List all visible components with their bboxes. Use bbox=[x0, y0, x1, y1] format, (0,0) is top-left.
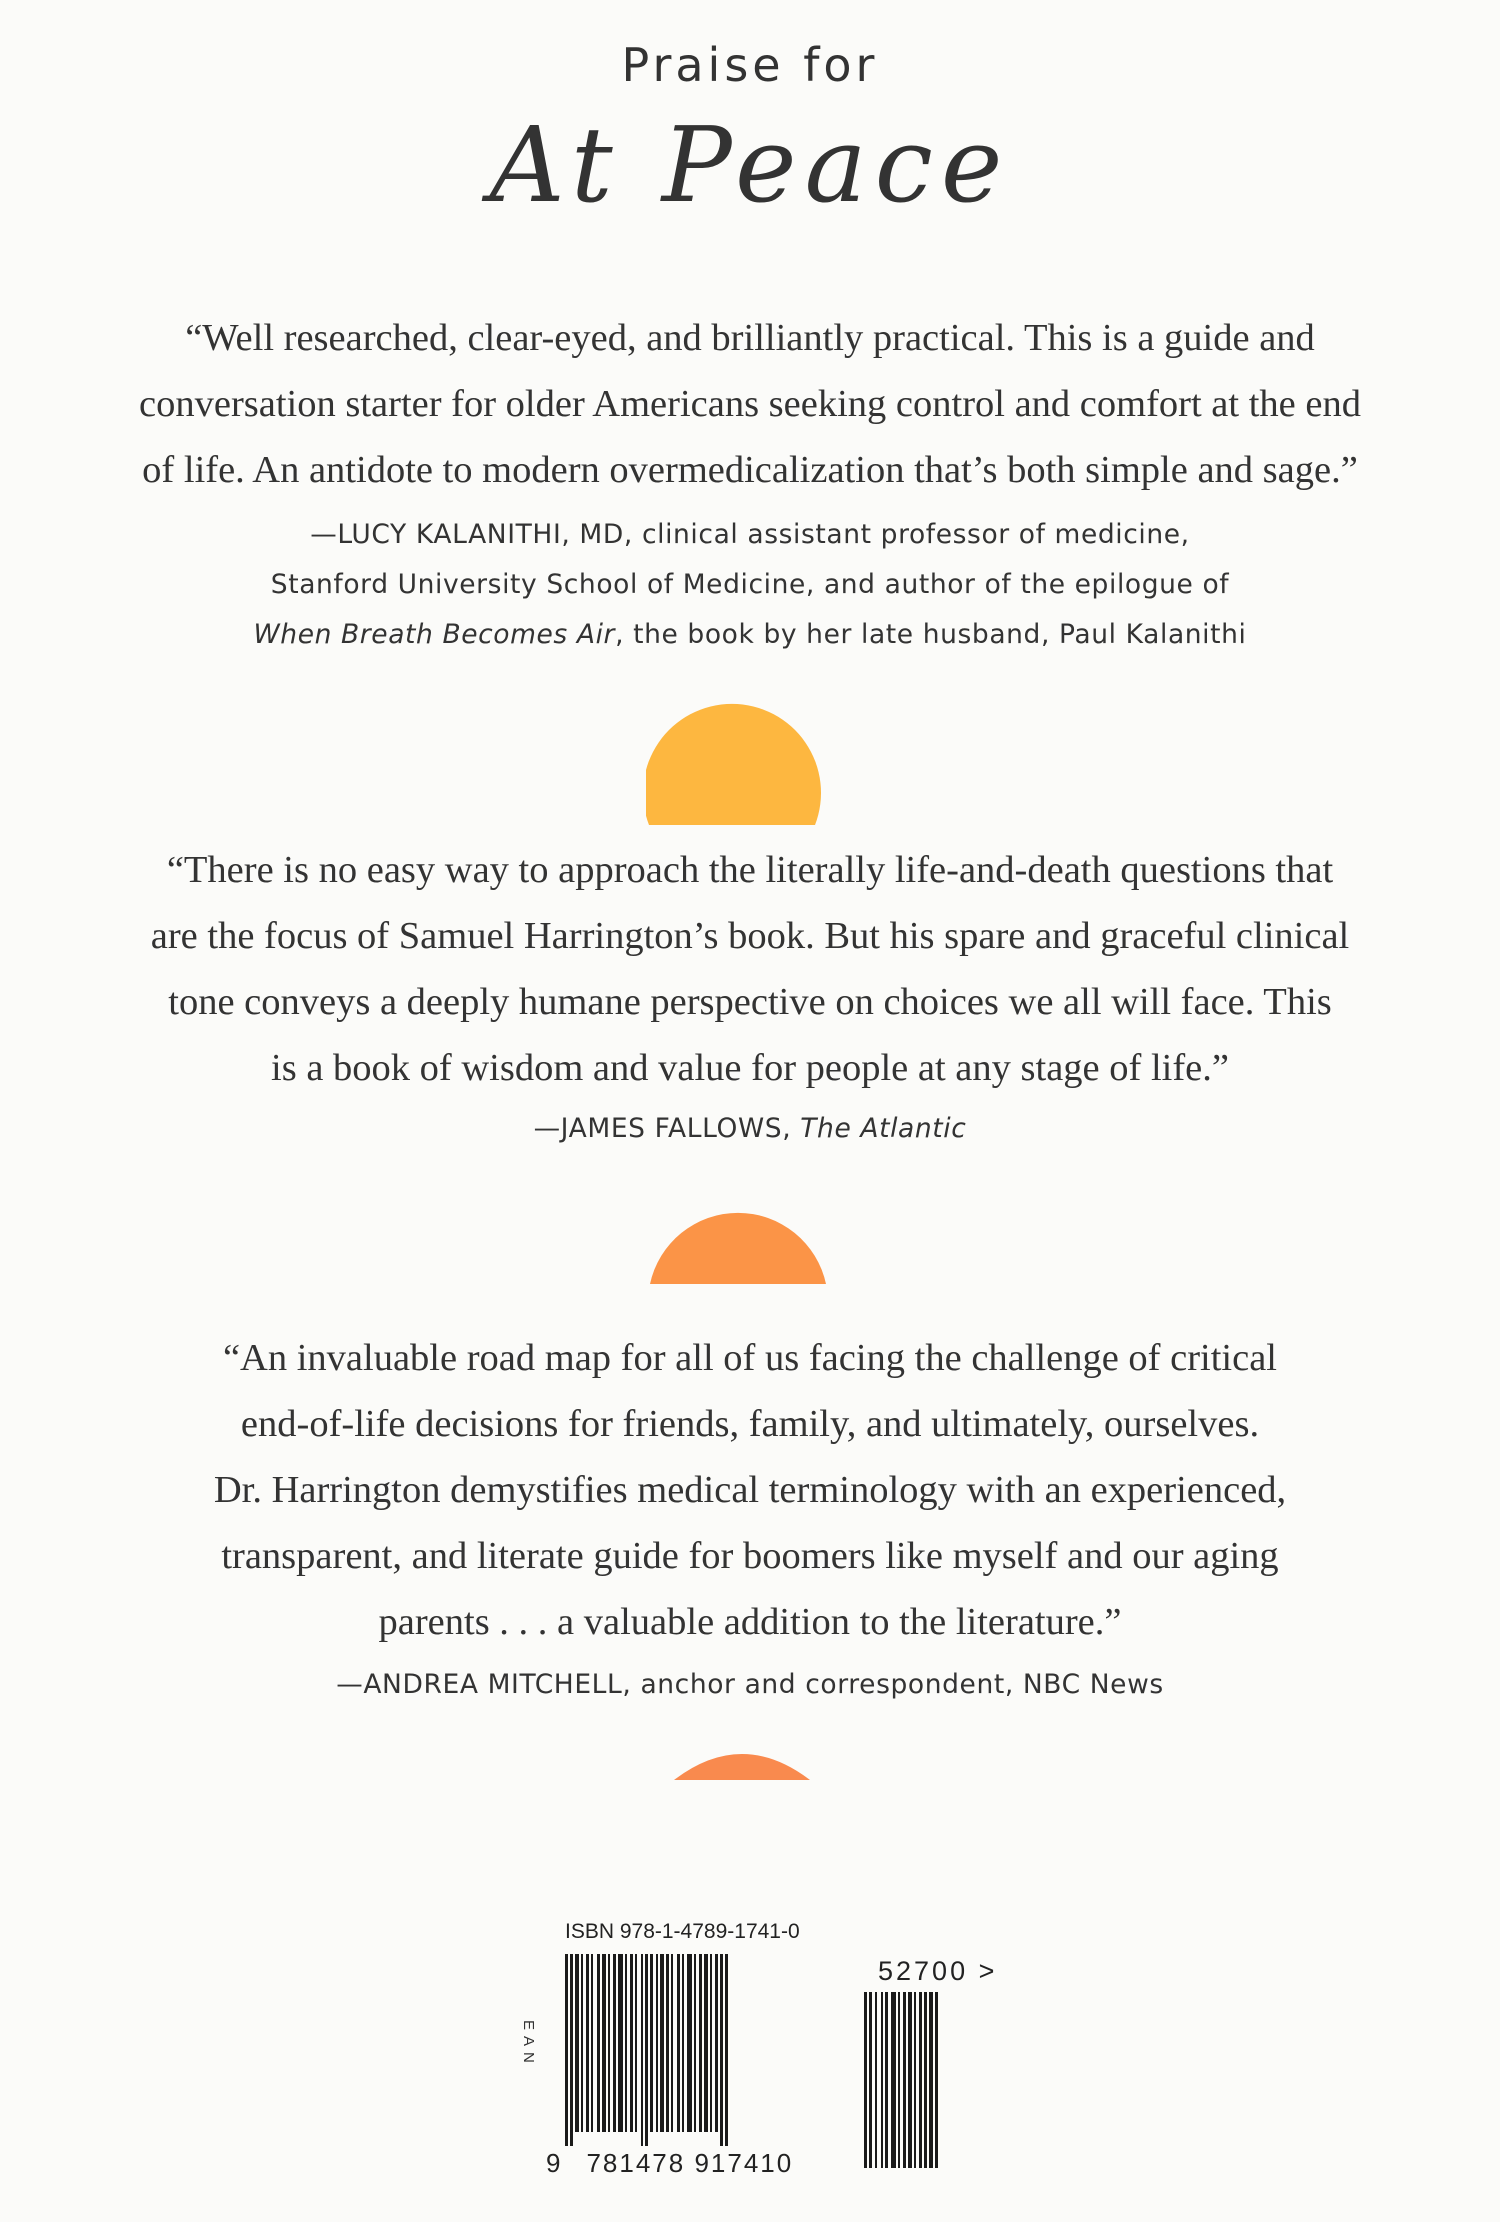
book-title: At Peace bbox=[489, 104, 1011, 226]
quote-3-line-1: “An invaluable road map for all of us facing the challenge of critical bbox=[222, 1337, 1278, 1379]
header bbox=[0, 30, 1500, 230]
quote-2-attribution bbox=[90, 1104, 1410, 1154]
barcode-bar bbox=[591, 1954, 593, 2132]
barcode-bar bbox=[597, 1954, 600, 2132]
quote-2-line-1: “There is no easy way to approach the literally life-and-death questions that bbox=[166, 849, 1334, 891]
barcode-bar bbox=[924, 1992, 927, 2168]
barcode-bar bbox=[656, 1954, 658, 2132]
barcode-bar bbox=[565, 1954, 568, 2146]
barcode-bar bbox=[602, 1954, 606, 2132]
barcode-bar bbox=[575, 1954, 579, 2132]
quote-2-line-2: are the focus of Samuel Harrington’s book. But his spare and graceful clinical bbox=[150, 915, 1350, 957]
price-code: 52700 > bbox=[878, 1956, 998, 1986]
barcode-bar bbox=[694, 1954, 696, 2132]
barcode-bar bbox=[570, 1954, 573, 2146]
quote-1-line-3: of life. An antidote to modern overmedicalization that’s both simple and sage.” bbox=[142, 449, 1358, 491]
barcode-bar bbox=[914, 1992, 916, 2168]
barcode-bar bbox=[935, 1992, 938, 2168]
barcode-bar bbox=[715, 1954, 718, 2132]
barcode-digits-rest: 781478 917410 bbox=[586, 2148, 794, 2178]
sun-2-icon bbox=[648, 1192, 830, 1286]
main-barcode bbox=[565, 1954, 855, 2154]
barcode-bar bbox=[898, 1992, 900, 2168]
barcode-bar bbox=[919, 1992, 922, 2168]
quote-3-line-2: end-of-life decisions for friends, family, and ultimately, ourselves. bbox=[240, 1403, 1260, 1445]
barcode-bar bbox=[645, 1954, 648, 2146]
quote-2-publication: The Atlantic bbox=[800, 1113, 967, 1144]
barcode-bar bbox=[710, 1954, 712, 2132]
barcode-bar bbox=[586, 1954, 589, 2132]
barcode-bar bbox=[720, 1954, 723, 2146]
isbn-label: ISBN 978-1-4789-1741-0 bbox=[565, 1920, 800, 1943]
barcode-bar bbox=[885, 1992, 888, 2168]
barcode-bar bbox=[929, 1992, 933, 2168]
barcode-bar bbox=[704, 1954, 708, 2132]
quote-2-line-3: tone conveys a deeply humane perspective on choices we all will face. This bbox=[168, 981, 1332, 1023]
barcode-bar bbox=[630, 1954, 633, 2132]
barcode-bar bbox=[608, 1954, 610, 2132]
price-barcode bbox=[864, 1992, 996, 2172]
barcode-bar bbox=[666, 1954, 669, 2132]
barcode-bar bbox=[864, 1992, 867, 2168]
barcode-bar bbox=[687, 1954, 692, 2132]
quote-1-attribution-line-2: Stanford University School of Medicine, and author of the epilogue of bbox=[270, 569, 1230, 600]
quote-3-line-4: transparent, and literate guide for boomers like myself and our aging bbox=[221, 1535, 1279, 1577]
barcode-digit-first: 9 bbox=[546, 2148, 563, 2178]
barcode-bar bbox=[875, 1992, 877, 2168]
barcode-bar bbox=[682, 1954, 684, 2132]
barcode-bar bbox=[903, 1992, 906, 2168]
barcode-digits bbox=[546, 2148, 793, 2179]
sun-1-icon bbox=[646, 700, 828, 826]
barcode-bar bbox=[650, 1954, 653, 2132]
barcode-bar bbox=[908, 1992, 912, 2168]
barcode-bar bbox=[618, 1954, 623, 2132]
quote-1-attribution-rest: , the book by her late husband, Paul Kalanithi bbox=[615, 619, 1247, 650]
quote-2-attribution-name: —JAMES FALLOWS, bbox=[533, 1113, 801, 1144]
barcode-bar bbox=[581, 1954, 583, 2132]
quote-2-line-4: is a book of wisdom and value for people at any stage of life.” bbox=[271, 1047, 1229, 1089]
quote-1-attribution-line-3 bbox=[90, 610, 1410, 660]
barcode-bar bbox=[660, 1954, 664, 2132]
praise-for-label: Praise for bbox=[621, 38, 879, 92]
barcode-bar bbox=[725, 1954, 728, 2146]
quote-1-attribution-line-1: —LUCY KALANITHI, MD, clinical assistant professor of medicine, bbox=[310, 519, 1190, 550]
quote-3-attribution: —ANDREA MITCHELL, anchor and correspondent, NBC News bbox=[336, 1669, 1164, 1700]
barcode-area bbox=[510, 1920, 1030, 2200]
barcode-bar bbox=[869, 1992, 872, 2168]
barcode-bar bbox=[677, 1954, 680, 2132]
ean-label: EAN bbox=[520, 2020, 537, 2069]
barcode-bar bbox=[641, 1954, 643, 2146]
quote-3-line-5: parents . . . a valuable addition to the literature.” bbox=[378, 1601, 1122, 1643]
barcode-bar bbox=[891, 1992, 896, 2168]
barcode-bar bbox=[699, 1954, 702, 2132]
barcode-bar bbox=[881, 1992, 883, 2168]
barcode-bar bbox=[625, 1954, 627, 2132]
barcode-bar bbox=[635, 1954, 637, 2132]
quote-1-line-2: conversation starter for older Americans seeking control and comfort at the end bbox=[139, 383, 1361, 425]
sun-3-icon bbox=[672, 1746, 812, 1782]
barcode-bar bbox=[613, 1954, 616, 2132]
barcode-bar bbox=[671, 1954, 673, 2132]
quote-1-book-title: When Breath Becomes Air bbox=[253, 619, 616, 650]
quote-1-line-1: “Well researched, clear-eyed, and brilliantly practical. This is a guide and bbox=[185, 317, 1315, 359]
quote-3-line-3: Dr. Harrington demystifies medical terminology with an experienced, bbox=[213, 1469, 1287, 1511]
